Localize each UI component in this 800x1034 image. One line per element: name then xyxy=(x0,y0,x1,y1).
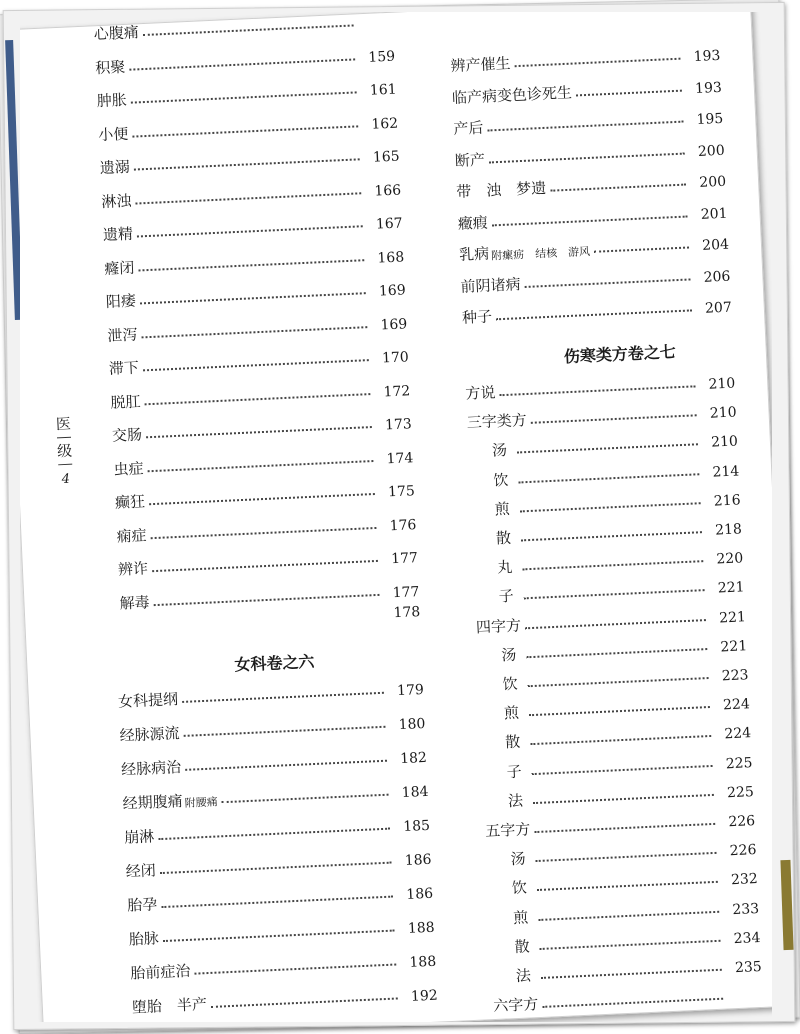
toc-entry xyxy=(93,12,394,44)
toc-page-number: 172 xyxy=(383,382,411,400)
toc-entry xyxy=(125,844,432,882)
page-number: 4 xyxy=(61,471,71,488)
leader-dots xyxy=(146,426,372,438)
leader-dots xyxy=(530,735,711,745)
toc-title: 胎孕 xyxy=(126,895,158,915)
toc-title: 崩淋 xyxy=(123,827,155,847)
toc-page-number: 210 xyxy=(709,404,737,422)
running-head-middle: 级 xyxy=(56,441,73,461)
leader-dots xyxy=(160,862,392,875)
toc-page-number: 188 xyxy=(409,953,437,971)
leader-dots xyxy=(487,121,683,132)
section-heading: 女科卷之六 xyxy=(234,651,315,675)
toc-title: 乳病 xyxy=(458,244,490,264)
leader-dots xyxy=(489,152,685,163)
toc-entry xyxy=(121,742,428,780)
leader-dots xyxy=(536,852,717,862)
toc-title: 散 xyxy=(514,936,536,956)
toc-title: 癥瘕 xyxy=(457,213,489,233)
toc-page-number: 201 xyxy=(700,205,728,223)
leader-dots xyxy=(518,473,699,483)
leader-dots xyxy=(524,590,705,600)
toc-title: 脱肛 xyxy=(110,392,141,412)
toc-title: 经闭 xyxy=(125,861,157,881)
toc-page-number: 210 xyxy=(708,375,736,393)
toc-page-number: 216 xyxy=(713,492,741,510)
toc-entry xyxy=(457,197,728,233)
toc-page-number: 169 xyxy=(380,315,408,334)
toc-title: 滞下 xyxy=(108,358,140,378)
toc-entry xyxy=(113,442,414,480)
toc-title: 饮 xyxy=(511,878,534,898)
toc-page-number: 182 xyxy=(399,749,428,768)
toc-title: 女科提纲 xyxy=(117,690,179,711)
leader-dots xyxy=(521,531,702,541)
toc-entry xyxy=(110,375,411,413)
toc-title: 汤 xyxy=(510,849,533,869)
toc-page-number: 167 xyxy=(375,215,404,233)
leader-dots xyxy=(182,692,384,703)
leader-dots xyxy=(137,225,363,237)
leader-dots xyxy=(143,359,369,371)
leader-dots xyxy=(537,881,718,891)
toc-page-number: 206 xyxy=(703,268,731,286)
toc-entry xyxy=(119,708,426,746)
toc-page-number: 221 xyxy=(718,608,747,627)
toc-page-number: 200 xyxy=(699,173,727,191)
leader-dots xyxy=(533,794,714,804)
leader-dots xyxy=(145,393,371,405)
toc-entry xyxy=(108,341,409,379)
leader-dots xyxy=(163,930,395,943)
toc-title: 断产 xyxy=(454,150,486,170)
leader-dots xyxy=(500,385,696,396)
toc-page-number: 184 xyxy=(401,783,429,802)
leader-dots xyxy=(148,460,374,472)
toc-title: 种子 xyxy=(461,307,493,327)
toc-entry xyxy=(451,71,722,107)
toc-title: 堕胎 半产 xyxy=(131,995,208,1017)
leader-dots xyxy=(541,969,722,979)
toc-entry xyxy=(122,776,429,814)
toc-page-number: 159 xyxy=(367,48,396,66)
toc-page-number: 193 xyxy=(693,47,721,66)
leader-dots xyxy=(540,940,721,950)
toc-entry xyxy=(458,229,729,265)
toc-title: 煎 xyxy=(503,703,526,723)
leader-dots xyxy=(525,619,706,629)
toc-page-number: 207 xyxy=(704,299,733,317)
toc-title: 经脉病治 xyxy=(120,758,182,779)
toc-title: 泄泻 xyxy=(107,325,138,345)
toc-page-number: 166 xyxy=(374,181,402,200)
toc-entry xyxy=(99,141,400,179)
toc-title: 法 xyxy=(507,791,530,811)
leader-dots xyxy=(526,648,707,658)
toc-title: 饮 xyxy=(492,470,515,490)
toc-page-number: 185 xyxy=(402,817,431,836)
leader-dots xyxy=(550,184,686,192)
leader-dots xyxy=(152,560,378,572)
toc-page-number: 221 xyxy=(720,638,748,656)
toc-title: 临产病变色诊死生 xyxy=(451,83,573,107)
toc-page-number: 195 xyxy=(696,110,724,128)
leader-dots xyxy=(542,998,723,1008)
toc-entry xyxy=(111,408,412,446)
toc-page-number: 226 xyxy=(729,842,757,860)
toc-page-number: 200 xyxy=(697,142,726,160)
toc-title: 饮 xyxy=(502,674,525,694)
leader-dots xyxy=(140,292,366,304)
leader-dots xyxy=(594,246,689,252)
toc-entry xyxy=(117,674,424,712)
toc-title: 产后 xyxy=(453,118,484,139)
toc-title: 煎 xyxy=(494,499,517,519)
toc-entry xyxy=(453,103,724,139)
toc-entry xyxy=(105,274,406,312)
toc-entry xyxy=(128,912,435,950)
toc-title: 前阴诸病 xyxy=(460,274,521,296)
toc-title: 癫狂 xyxy=(114,492,146,512)
toc-page-number: 218 xyxy=(714,521,743,539)
leader-dots xyxy=(525,278,691,288)
toc-page-number xyxy=(729,1004,763,1006)
leader-dots xyxy=(529,706,710,716)
toc-page-number: 186 xyxy=(404,851,432,869)
section-heading: 伤寒类方卷之七 xyxy=(563,342,677,367)
toc-entry xyxy=(102,207,403,245)
toc-title: 小便 xyxy=(97,124,129,144)
toc-page-number: 188 xyxy=(407,919,435,937)
toc-page-number: 220 xyxy=(716,550,744,568)
toc-title: 散 xyxy=(495,528,518,548)
toc-entry xyxy=(493,980,764,1016)
toc-title: 辨产催生 xyxy=(450,54,511,76)
leader-dots xyxy=(158,828,390,841)
divider xyxy=(58,464,72,466)
toc-page-number: 161 xyxy=(369,81,397,99)
leader-dots xyxy=(185,760,387,771)
toc-page xyxy=(20,12,772,1022)
toc-title: 子 xyxy=(498,586,521,606)
toc-entry xyxy=(454,134,725,170)
toc-page-number: 169 xyxy=(378,282,407,300)
toc-page-number: 210 xyxy=(710,433,739,452)
toc-page-number: 186 xyxy=(406,885,434,903)
toc-entry xyxy=(104,241,405,279)
leader-dots xyxy=(492,215,688,226)
toc-page-number: 178 xyxy=(393,604,421,622)
toc-entry xyxy=(127,878,434,916)
toc-page-number: 235 xyxy=(734,958,763,977)
toc-title: 心腹痛 xyxy=(93,23,140,44)
toc-title: 六字方 xyxy=(492,995,539,1016)
toc-title: 解毒 xyxy=(119,592,150,613)
toc-entry xyxy=(116,509,417,547)
toc-entry xyxy=(450,40,721,76)
toc-page-number: 225 xyxy=(726,783,755,802)
toc-title: 癃闭 xyxy=(103,258,135,278)
toc-page-number: 179 xyxy=(396,681,425,700)
divider xyxy=(57,437,71,439)
toc-title: 带 浊 梦遗 xyxy=(455,178,547,201)
leader-dots xyxy=(149,493,375,505)
leader-dots xyxy=(161,896,393,909)
toc-title: 子 xyxy=(506,761,529,781)
leader-dots xyxy=(515,58,681,68)
leader-dots xyxy=(129,58,355,70)
toc-entry xyxy=(95,40,396,78)
toc-page-number: 180 xyxy=(398,715,426,734)
leader-dots xyxy=(138,259,364,271)
toc-page-number: 232 xyxy=(730,871,759,889)
toc-title: 虫症 xyxy=(113,458,144,479)
leader-dots xyxy=(522,560,703,570)
toc-page-number: 214 xyxy=(712,463,740,481)
leader-dots xyxy=(532,765,713,775)
toc-page-number: 193 xyxy=(694,79,723,97)
running-head xyxy=(48,412,82,491)
toc-page-number: 204 xyxy=(701,236,730,254)
toc-page-number: 175 xyxy=(387,483,416,501)
leader-dots xyxy=(528,677,709,687)
toc-title: 汤 xyxy=(500,645,523,665)
leader-dots xyxy=(496,309,692,320)
toc-entry xyxy=(460,260,731,296)
toc-entry xyxy=(124,810,431,848)
page-viewport xyxy=(20,12,772,1022)
toc-title: 方说 xyxy=(465,383,496,403)
toc-title: 四字方 xyxy=(475,616,522,637)
toc-entry xyxy=(107,308,408,346)
toc-page-number: 174 xyxy=(386,449,414,467)
toc-page-number: 224 xyxy=(724,725,752,743)
toc-title: 丸 xyxy=(496,557,519,577)
leader-dots xyxy=(576,89,682,96)
toc-note: 附腰痛 xyxy=(184,795,219,810)
toc-title: 散 xyxy=(504,732,527,752)
toc-title: 经期腹痛 xyxy=(122,792,184,813)
toc-title: 法 xyxy=(515,966,538,986)
toc-title: 阳痿 xyxy=(105,291,137,311)
leader-dots xyxy=(520,502,701,512)
toc-title: 痫症 xyxy=(116,525,147,546)
leader-dots xyxy=(134,158,360,170)
leader-dots xyxy=(531,414,697,424)
toc-entry xyxy=(117,542,418,580)
toc-entry xyxy=(456,166,727,202)
toc-page-number: 173 xyxy=(384,416,413,434)
toc-entry xyxy=(96,74,397,112)
toc-title: 五字方 xyxy=(484,820,531,841)
toc-title: 积聚 xyxy=(94,57,126,77)
toc-title: 胎脉 xyxy=(128,929,160,949)
toc-title: 煎 xyxy=(512,907,535,927)
toc-page-number: 162 xyxy=(371,115,399,133)
left-column xyxy=(93,12,453,1017)
toc-page-number: 192 xyxy=(410,987,439,1005)
toc-note: 附瘰疬 结核 游风 xyxy=(490,244,591,263)
toc-entry xyxy=(131,980,438,1018)
toc-page-number: 177 xyxy=(392,583,420,601)
toc-page-number: 170 xyxy=(381,349,410,367)
leader-dots xyxy=(131,91,357,103)
toc-entry xyxy=(130,946,437,984)
toc-title: 胎前症治 xyxy=(129,961,191,983)
leader-dots xyxy=(538,910,719,920)
toc-title: 辨诈 xyxy=(117,559,149,579)
leader-dots xyxy=(135,192,361,204)
leader-dots xyxy=(132,125,358,137)
toc-entry xyxy=(461,292,732,328)
toc-title: 遗溺 xyxy=(99,157,131,178)
toc-page-number: 168 xyxy=(377,248,405,267)
toc-page-number: 234 xyxy=(733,929,761,947)
leader-dots xyxy=(143,24,354,36)
toc-page-number xyxy=(360,31,394,33)
toc-page-number: 233 xyxy=(732,900,760,918)
toc-title: 经脉源流 xyxy=(119,724,180,745)
toc-title: 交肠 xyxy=(111,425,143,445)
toc-entry xyxy=(98,107,399,145)
running-head-top: 医 xyxy=(55,414,72,434)
leader-dots xyxy=(534,823,715,833)
toc-entry xyxy=(101,174,402,212)
toc-page-number: 221 xyxy=(717,579,745,597)
leader-dots xyxy=(184,726,386,737)
toc-entry xyxy=(114,475,415,513)
toc-title: 三字类方 xyxy=(466,411,528,432)
leader-dots xyxy=(517,444,698,454)
leader-dots xyxy=(141,326,367,338)
toc-title: 肿胀 xyxy=(96,90,128,111)
leader-dots xyxy=(222,794,389,804)
toc-page-number: 176 xyxy=(389,516,417,534)
toc-page-number: 165 xyxy=(372,148,400,166)
toc-page-number: 177 xyxy=(390,550,419,568)
leader-dots xyxy=(151,526,377,538)
toc-title: 遗精 xyxy=(102,224,134,245)
toc-page-number: 226 xyxy=(728,813,756,831)
toc-title: 汤 xyxy=(491,441,514,461)
toc-page-number: 223 xyxy=(721,667,749,685)
leader-dots xyxy=(194,963,396,974)
toc-page-number: 225 xyxy=(725,754,753,772)
leader-dots xyxy=(211,997,398,1007)
toc-page-number: 224 xyxy=(722,696,751,714)
toc-title: 淋浊 xyxy=(100,191,132,211)
